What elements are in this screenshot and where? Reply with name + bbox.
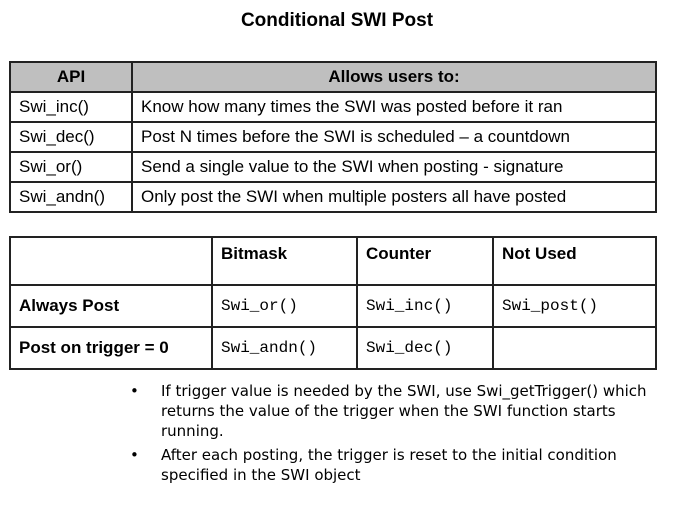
counter-cell: Swi_inc(): [357, 285, 493, 327]
api-table: [9, 61, 657, 213]
not-used-cell: Swi_post(): [493, 285, 656, 327]
api-description-cell: Post N times before the SWI is scheduled – a countdown: [132, 122, 656, 152]
api-name-cell: Swi_dec(): [10, 122, 132, 152]
api-description-cell: Send a single value to the SWI when posting - signature: [132, 152, 656, 182]
bitmask-column-header: Bitmask: [212, 237, 357, 285]
table-row: [10, 152, 656, 182]
allows-column-header: Allows users to:: [132, 62, 656, 92]
slide-title: Conditional SWI Post: [240, 10, 434, 31]
api-name-cell: Swi_inc(): [10, 92, 132, 122]
bullet-icon: •: [130, 446, 139, 464]
api-name-cell: Swi_or(): [10, 152, 132, 182]
bullet-text: If trigger value is needed by the SWI, use Swi_getTrigger() which returns the value of the trigger when the SWI function starts running.: [161, 382, 647, 440]
api-column-header: API: [10, 62, 132, 92]
table-row: [10, 327, 656, 369]
table-row: [10, 285, 656, 327]
mode-table-header-row: [10, 237, 656, 285]
bullet-text: After each posting, the trigger is reset to the initial condition specified in the SWI object: [161, 446, 617, 484]
bullet-icon: •: [130, 382, 139, 400]
row-label-always-post: Always Post: [10, 285, 212, 327]
list-item: [130, 381, 650, 441]
not-used-column-header: Not Used: [493, 237, 656, 285]
table-row: [10, 122, 656, 152]
notes-bullet-list: [130, 381, 650, 489]
post-mode-table: [9, 236, 657, 370]
bitmask-cell: Swi_andn(): [212, 327, 357, 369]
counter-cell: Swi_dec(): [357, 327, 493, 369]
bitmask-cell: Swi_or(): [212, 285, 357, 327]
api-name-cell: Swi_andn(): [10, 182, 132, 212]
table-row: [10, 182, 656, 212]
api-description-cell: Know how many times the SWI was posted before it ran: [132, 92, 656, 122]
api-table-header-row: [10, 62, 656, 92]
api-description-cell: Only post the SWI when multiple posters all have posted: [132, 182, 656, 212]
table-row: [10, 92, 656, 122]
list-item: [130, 445, 650, 485]
not-used-cell: [493, 327, 656, 369]
counter-column-header: Counter: [357, 237, 493, 285]
corner-header-cell: [10, 237, 212, 285]
row-label-post-on-trigger: Post on trigger = 0: [10, 327, 212, 369]
